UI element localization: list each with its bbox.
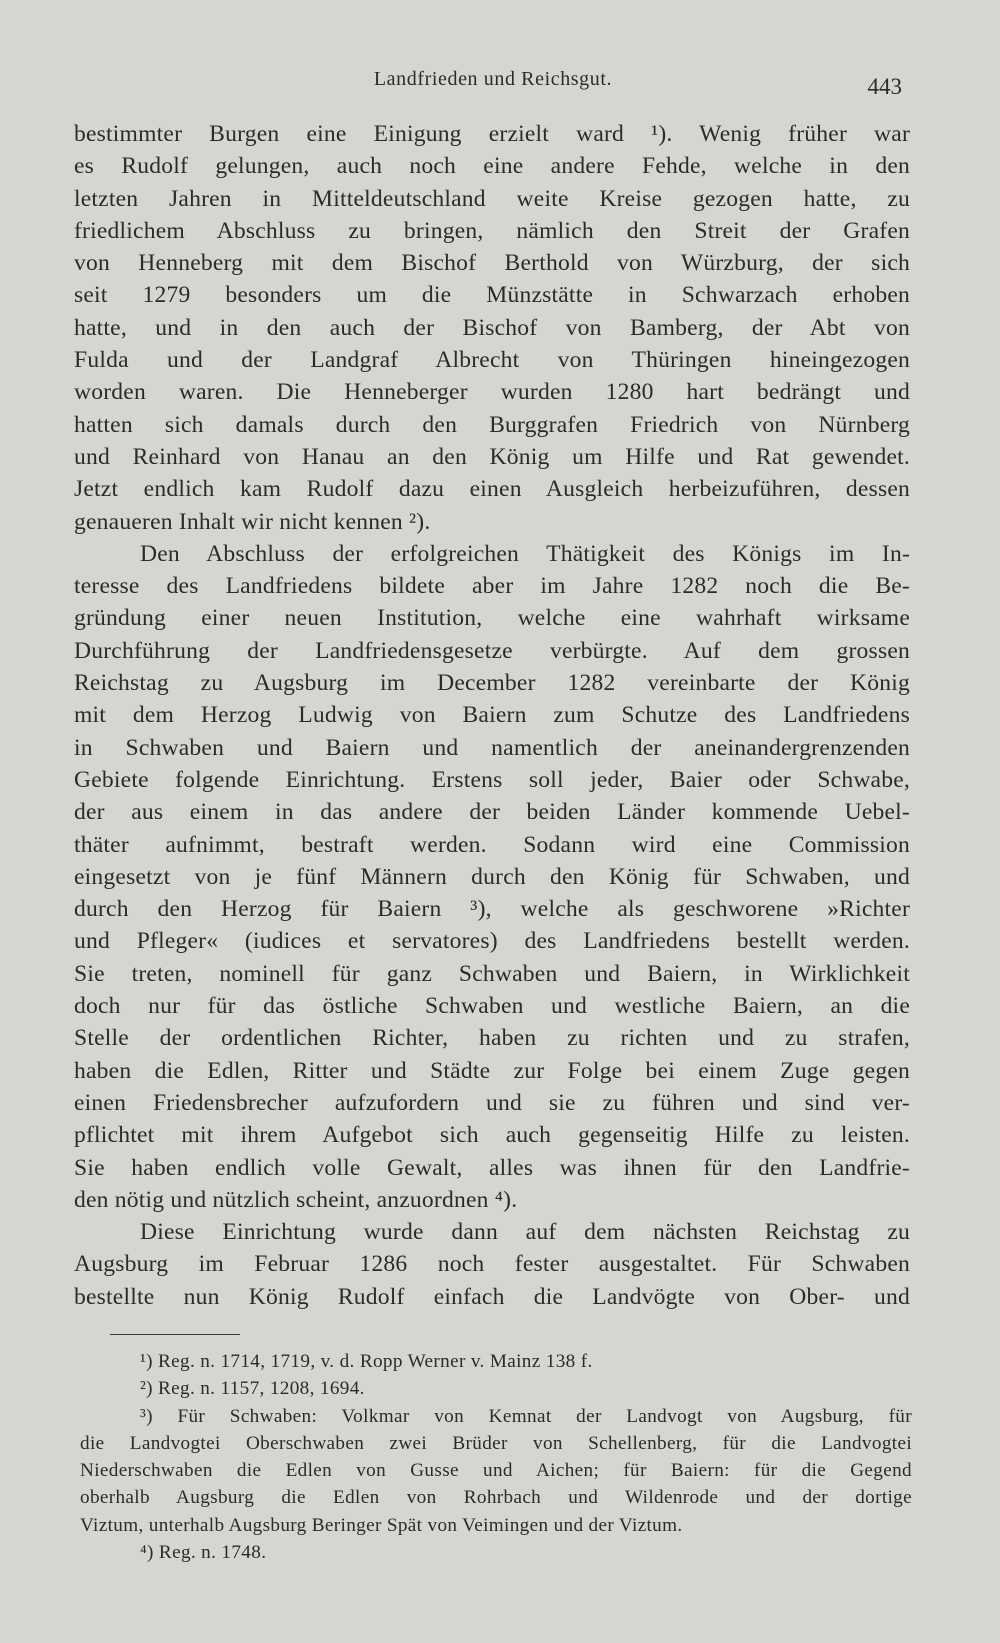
footnote-line: ³) Für Schwaben: Volkmar von Kemnat der Landvogt von Augsburg, für xyxy=(140,1405,912,1427)
body-line: Den Abschluss der erfolgreichen Thätigkeit des Königs im In- xyxy=(140,540,910,567)
body-line: genaueren Inhalt wir nicht kennen ²). xyxy=(74,508,431,535)
body-line: Reichstag zu Augsburg im December 1282 vereinbarte der König xyxy=(74,670,910,697)
body-line: bestimmter Burgen eine Einigung erzielt ward ¹). Wenig früher war xyxy=(74,121,910,147)
body-line: Stelle der ordentlichen Richter, haben zu richten und zu strafen, xyxy=(74,1025,910,1052)
body-line: Durchführung der Landfriedensgesetze verbürgte. Auf dem grossen xyxy=(74,637,910,664)
body-line: eingesetzt von je fünf Männern durch den König für Schwaben, und xyxy=(74,863,910,890)
body-line: und Pfleger« (iudices et servatores) des Landfriedens bestellt werden. xyxy=(74,928,910,955)
footnote-line: die Landvogtei Oberschwaben zwei Brüder von Schellenberg, für die Landvogtei xyxy=(80,1432,912,1454)
body-line: hatten sich damals durch den Burggrafen Friedrich von Nürnberg xyxy=(74,411,910,438)
body-line: durch den Herzog für Baiern ³), welche als geschworene »Richter xyxy=(74,896,910,923)
footnote-line: Viztum, unterhalb Augsburg Beringer Spät von Veimingen und der Viztum. xyxy=(80,1514,683,1536)
body-line: einen Friedensbrecher aufzufordern und sie zu führen und sind ver- xyxy=(74,1089,910,1116)
body-line: haben die Edlen, Ritter und Städte zur Folge bei einem Zuge gegen xyxy=(74,1057,910,1084)
body-line: es Rudolf gelungen, auch noch eine andere Fehde, welche in den xyxy=(74,153,910,180)
page-number: 443 xyxy=(867,74,902,99)
body-line: letzten Jahren in Mitteldeutschland weite Kreise gezogen hatte, zu xyxy=(74,185,910,212)
footnote-line: ²) Reg. n. 1157, 1208, 1694. xyxy=(140,1378,365,1400)
footnote-line: ⁴) Reg. n. 1748. xyxy=(140,1542,267,1564)
body-line: und Reinhard von Hanau an den König um Hilfe und Rat gewendet. xyxy=(74,443,910,470)
page-header xyxy=(78,64,908,104)
body-line: teresse des Landfriedens bildete aber im Jahre 1282 noch die Be- xyxy=(74,573,910,600)
body-line: Diese Einrichtung wurde dann auf dem nächsten Reichstag zu xyxy=(140,1219,910,1246)
body-line: Augsburg im Februar 1286 noch fester ausgestaltet. Für Schwaben xyxy=(74,1251,910,1278)
body-line: den nötig und nützlich scheint, anzuordnen ⁴). xyxy=(74,1186,518,1213)
body-line: Gebiete folgende Einrichtung. Erstens soll jeder, Baier oder Schwabe, xyxy=(74,766,910,793)
body-line: bestellte nun König Rudolf einfach die Landvögte von Ober- und xyxy=(74,1283,910,1310)
running-title: Landfrieden und Reichsgut. xyxy=(373,68,613,90)
footnote-line: Niederschwaben die Edlen von Gusse und Aichen; für Baiern: für die Gegend xyxy=(80,1460,912,1482)
footnote-divider xyxy=(110,1334,240,1335)
body-line: Sie treten, nominell für ganz Schwaben und Baiern, in Wirklichkeit xyxy=(74,960,910,987)
footnote-line: oberhalb Augsburg die Edlen von Rohrbach und Wildenrode und der dortige xyxy=(80,1487,912,1509)
body-line: hatte, und in den auch der Bischof von Bamberg, der Abt von xyxy=(74,314,910,341)
body-line: seit 1279 besonders um die Münzstätte in Schwarzach erhoben xyxy=(74,282,910,309)
body-line: in Schwaben und Baiern und namentlich der aneinandergrenzenden xyxy=(74,734,910,761)
body-text xyxy=(74,118,910,1313)
footnotes xyxy=(80,1348,912,1566)
body-line: thäter aufnimmt, bestraft werden. Sodann wird eine Commission xyxy=(74,831,910,858)
body-line: der aus einem in das andere der beiden Länder kommende Uebel- xyxy=(74,799,910,826)
footnote-line: ¹) Reg. n. 1714, 1719, v. d. Ropp Werner v. Mainz 138 f. xyxy=(140,1351,593,1372)
body-line: doch nur für das östliche Schwaben und westliche Baiern, an die xyxy=(74,993,910,1020)
body-line: Sie haben endlich volle Gewalt, alles was ihnen für den Landfrie- xyxy=(74,1154,910,1181)
body-line: pflichtet mit ihrem Aufgebot sich auch gegenseitig Hilfe zu leisten. xyxy=(74,1122,910,1149)
body-line: Fulda und der Landgraf Albrecht von Thüringen hineingezogen xyxy=(74,347,910,374)
body-line: mit dem Herzog Ludwig von Baiern zum Schutze des Landfriedens xyxy=(74,702,910,729)
body-line: gründung einer neuen Institution, welche eine wahrhaft wirksame xyxy=(74,605,910,632)
body-line: worden waren. Die Henneberger wurden 1280 hart bedrängt und xyxy=(74,379,910,406)
body-line: friedlichem Abschluss zu bringen, nämlich den Streit der Grafen xyxy=(74,217,910,244)
body-line: Jetzt endlich kam Rudolf dazu einen Ausgleich herbeizuführen, dessen xyxy=(74,476,910,503)
body-line: von Henneberg mit dem Bischof Berthold von Würzburg, der sich xyxy=(74,250,910,277)
